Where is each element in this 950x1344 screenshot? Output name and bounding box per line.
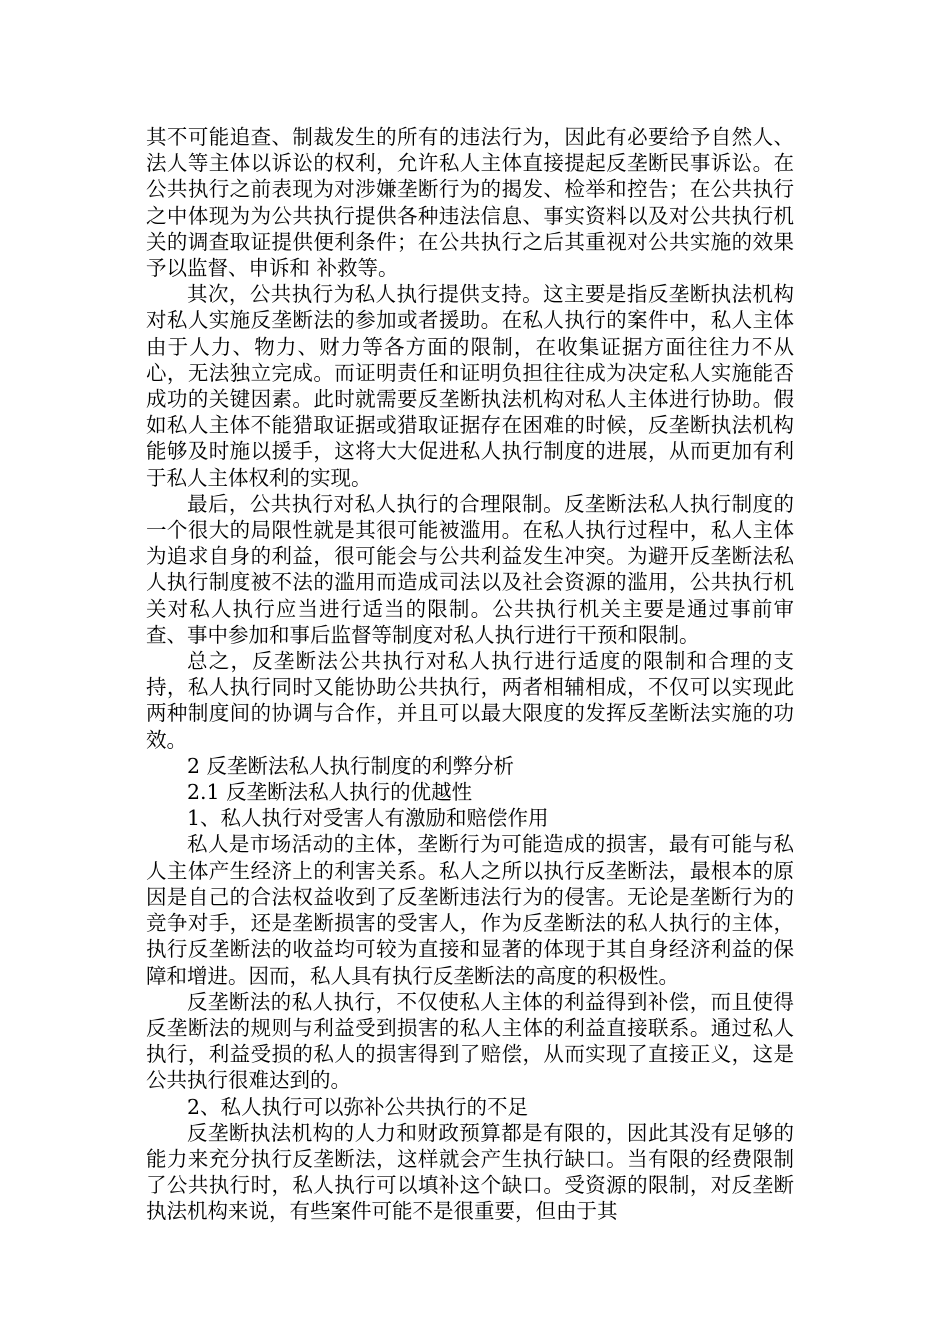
paragraph-conclusion: 总之，反垄断法公共执行对私人执行进行适度的限制和合理的支持，私人执行同时又能协助公共执行，两者相辅相成，不仅可以实现此两种制度间的协调与合作，并且可以最大限度的发挥反垄断法实施的功效。 bbox=[146, 649, 794, 752]
document-body bbox=[146, 124, 794, 1225]
paragraph-enforcement-gap: 反垄断执法机构的人力和财政预算都是有限的，因此其没有足够的能力来充分执行反垄断法，这样就会产生执行缺口。当有限的经费限制了公共执行时，私人执行可以填补这个缺口。受资源的限制，对反垄断执法机构来说，有些案件可能不是很重要，但由于其 bbox=[146, 1120, 794, 1224]
section-heading-2: 2 反垄断法私人执行制度的利弊分析 bbox=[187, 753, 515, 778]
paragraph-continuation: 其不可能追查、制裁发生的所有的违法行为，因此有必要给予自然人、法人等主体以诉讼的权利，允许私人主体直接提起反垄断民事诉讼。在公共执行之前表现为对涉嫌垄断行为的揭发、检举和控告；在公共执行之中体现为为公共执行提供各种违法信息、事实资料以及对公共执行机关的调查取证提供便利条件；在公共执行之后其重视对公共实施的效果予以监督、申诉和 补救等。 bbox=[146, 125, 794, 281]
list-heading-2: 2、私人执行可以弥补公共执行的不足 bbox=[187, 1094, 529, 1119]
paragraph-private-subject: 私人是市场活动的主体，垄断行为可能造成的损害，最有可能与私人主体产生经济上的利害关系。私人之所以执行反垄断法，最根本的原因是自己的合法权益收到了反垄断违法行为的侵害。无论是垄断行为的竞争对手，还是垄断损害的受害人，作为反垄断法的私人执行的主体，执行反垄断法的收益均可较为直接和显著的体现于其自身经济利益的保障和增进。因而，私人具有执行反垄断法的高度的积极性。 bbox=[146, 832, 794, 988]
paragraph-public-limit: 最后，公共执行对私人执行的合理限制。反垄断法私人执行制度的一个很大的局限性就是其很可能被滥用。在私人执行过程中，私人主体为追求自身的利益，很可能会与公共利益发生冲突。为避开反垄断法私人执行制度被不法的滥用而造成司法以及社会资源的滥用，公共执行机关对私人执行应当进行适当的限制。公共执行机关主要是通过事前审查、事中参加和事后监督等制度对私人执行进行干预和限制。 bbox=[146, 491, 794, 647]
list-heading-1: 1、私人执行对受害人有激励和赔偿作用 bbox=[187, 806, 549, 831]
paragraph-private-compensation: 反垄断法的私人执行，不仅使私人主体的利益得到补偿，而且使得反垄断法的规则与利益受到损害的私人主体的利益直接联系。通过私人执行，利益受损的私人的损害得到了赔偿，从而实现了直接正义，这是公共执行很难达到的。 bbox=[146, 989, 794, 1093]
paragraph-public-support: 其次，公共执行为私人执行提供支持。这主要是指反垄断执法机构对私人实施反垄断法的参加或者援助。在私人执行的案件中，私人主体由于人力、物力、财力等各方面的限制，在收集证据方面往往力不从心，无法独立完成。而证明责任和证明负担往往成为决定私人实施能否成功的关键因素。此时就需要反垄断执法机构对私人主体进行协助。假如私人主体不能猎取证据或猎取证据存在困难的时候，反垄断执法机构能够及时施以援手，这将大大促进私人执行制度的进展，从而更加有利于私人主体权利的实现。 bbox=[146, 282, 794, 490]
section-heading-2-1: 2.1 反垄断法私人执行的优越性 bbox=[187, 780, 473, 805]
